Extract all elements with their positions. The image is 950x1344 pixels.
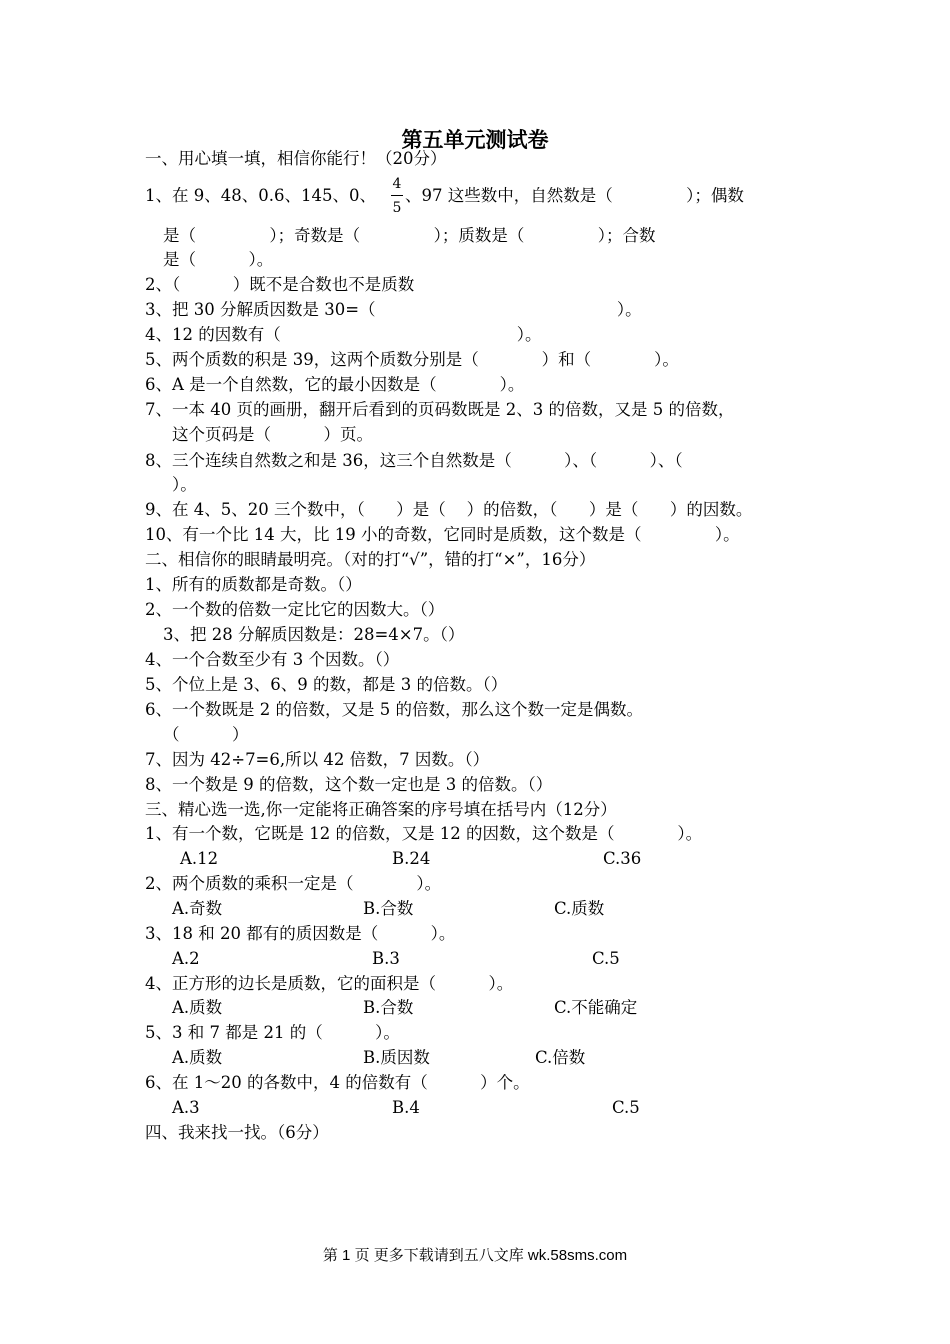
s1-q9: 9、在 4、5、20 三个数中，（ ）是（ ）的倍数，（ ）是（ ）的因数。 bbox=[145, 500, 753, 519]
s1-q6: 6、A 是一个自然数，它的最小因数是（ ）。 bbox=[145, 375, 525, 394]
s3-q2-option-c: C.质数 bbox=[554, 899, 605, 918]
s1-q3: 3、把 30 分解质因数是 30=（ ）。 bbox=[145, 300, 642, 319]
s3-q1: 1、有一个数，它既是 12 的倍数，又是 12 的因数，这个数是（ ）。 bbox=[145, 824, 703, 843]
s3-q2: 2、两个质数的乘积一定是（ ）。 bbox=[145, 874, 442, 893]
s3-q4-option-b: B.合数 bbox=[363, 998, 414, 1017]
s2-q7: 7、因为 42÷7=6,所以 42 倍数，7 因数。（） bbox=[145, 750, 490, 769]
s3-q4-option-a: A.质数 bbox=[172, 998, 223, 1017]
s3-q5-option-a: A.质数 bbox=[172, 1048, 223, 1067]
page-title: 第五单元测试卷 bbox=[401, 127, 549, 152]
s3-q2-option-a: A.奇数 bbox=[172, 899, 223, 918]
s3-q4: 4、正方形的边长是质数，它的面积是（ ）。 bbox=[145, 974, 514, 993]
s2-q5: 5、个位上是 3、6、9 的数，都是 3 的倍数。（） bbox=[145, 675, 508, 694]
s1-q2: 2、（ ）既不是合数也不是质数 bbox=[145, 275, 415, 294]
s3-q1-option-c: C.36 bbox=[603, 849, 642, 868]
section3-heading: 三、精心选一选,你一定能将正确答案的序号填在括号内（12分） bbox=[145, 800, 617, 819]
s1-q10: 10、有一个比 14 大，比 19 小的奇数，它同时是质数，这个数是（ ）。 bbox=[145, 525, 740, 544]
s2-q6-line1: 6、一个数既是 2 的倍数，又是 5 的倍数，那么这个数一定是偶数。 bbox=[145, 700, 643, 719]
fraction-denominator: 5 bbox=[392, 200, 402, 216]
page-footer: 第 1 页 更多下载请到五八文库 wk.58sms.com bbox=[322, 1247, 628, 1264]
s2-q1: 1、所有的质数都是奇数。（） bbox=[145, 575, 362, 594]
s3-q4-option-c: C.不能确定 bbox=[554, 998, 638, 1017]
s3-q6-option-c: C.5 bbox=[612, 1098, 640, 1117]
s3-q1-option-a: A.12 bbox=[180, 849, 219, 868]
s3-q3-option-c: C.5 bbox=[592, 949, 620, 968]
s2-q8: 8、一个数是 9 的倍数，这个数一定也是 3 的倍数。（） bbox=[145, 775, 553, 794]
s3-q1-option-b: B.24 bbox=[392, 849, 431, 868]
s3-q5-option-c: C.倍数 bbox=[535, 1048, 586, 1067]
s3-q5-option-b: B.质因数 bbox=[363, 1048, 430, 1067]
s1-q1-part-a: 1、在 9、48、0.6、145、0、 bbox=[145, 186, 376, 205]
section4-heading: 四、我来找一找。（6分） bbox=[145, 1123, 329, 1142]
s3-q6-option-b: B.4 bbox=[392, 1098, 420, 1117]
fraction-bar bbox=[391, 195, 403, 196]
s2-q6-line2: （ ） bbox=[163, 725, 249, 744]
s1-q8-line2: ）。 bbox=[172, 475, 197, 494]
section2-heading: 二、相信你的眼睛最明亮。（对的打“√”，错的打“×”，16分） bbox=[145, 550, 596, 569]
s1-q4: 4、12 的因数有（ ）。 bbox=[145, 325, 542, 344]
s1-q5: 5、两个质数的积是 39，这两个质数分别是（ ）和（ ）。 bbox=[145, 350, 679, 369]
s2-q4: 4、一个合数至少有 3 个因数。（） bbox=[145, 650, 400, 669]
s3-q3: 3、18 和 20 都有的质因数是（ ）。 bbox=[145, 924, 456, 943]
s1-q7-line2: 这个页码是（ ）页。 bbox=[172, 425, 373, 444]
s1-q8-line1: 8、三个连续自然数之和是 36，这三个自然数是（ ）、（ ）、（ bbox=[145, 451, 683, 470]
section1-heading: 一、用心填一填，相信你能行！（20分） bbox=[145, 149, 447, 168]
s1-q1-part-d: 是（ ）。 bbox=[163, 250, 274, 269]
s3-q3-option-b: B.3 bbox=[372, 949, 400, 968]
s3-q5: 5、3 和 7 都是 21 的（ ）。 bbox=[145, 1023, 400, 1042]
s1-q1-part-c: 是（ ）；奇数是（ ）；质数是（ ）；合数 bbox=[163, 226, 656, 245]
s1-q7-line1: 7、一本 40 页的画册，翻开后看到的页码数既是 2、3 的倍数，又是 5 的倍数， bbox=[145, 400, 735, 419]
s3-q3-option-a: A.2 bbox=[172, 949, 200, 968]
s2-q3: 3、把 28 分解质因数是：28=4×7。（） bbox=[163, 625, 465, 644]
s3-q2-option-b: B.合数 bbox=[363, 899, 414, 918]
s3-q6-option-a: A.3 bbox=[172, 1098, 200, 1117]
fraction-numerator: 4 bbox=[392, 176, 402, 192]
s2-q2: 2、一个数的倍数一定比它的因数大。（） bbox=[145, 600, 445, 619]
s1-q1-part-b: 、97 这些数中，自然数是（ ）；偶数 bbox=[405, 186, 744, 205]
s3-q6: 6、在 1～20 的各数中，4 的倍数有（ ）个。 bbox=[145, 1073, 530, 1092]
